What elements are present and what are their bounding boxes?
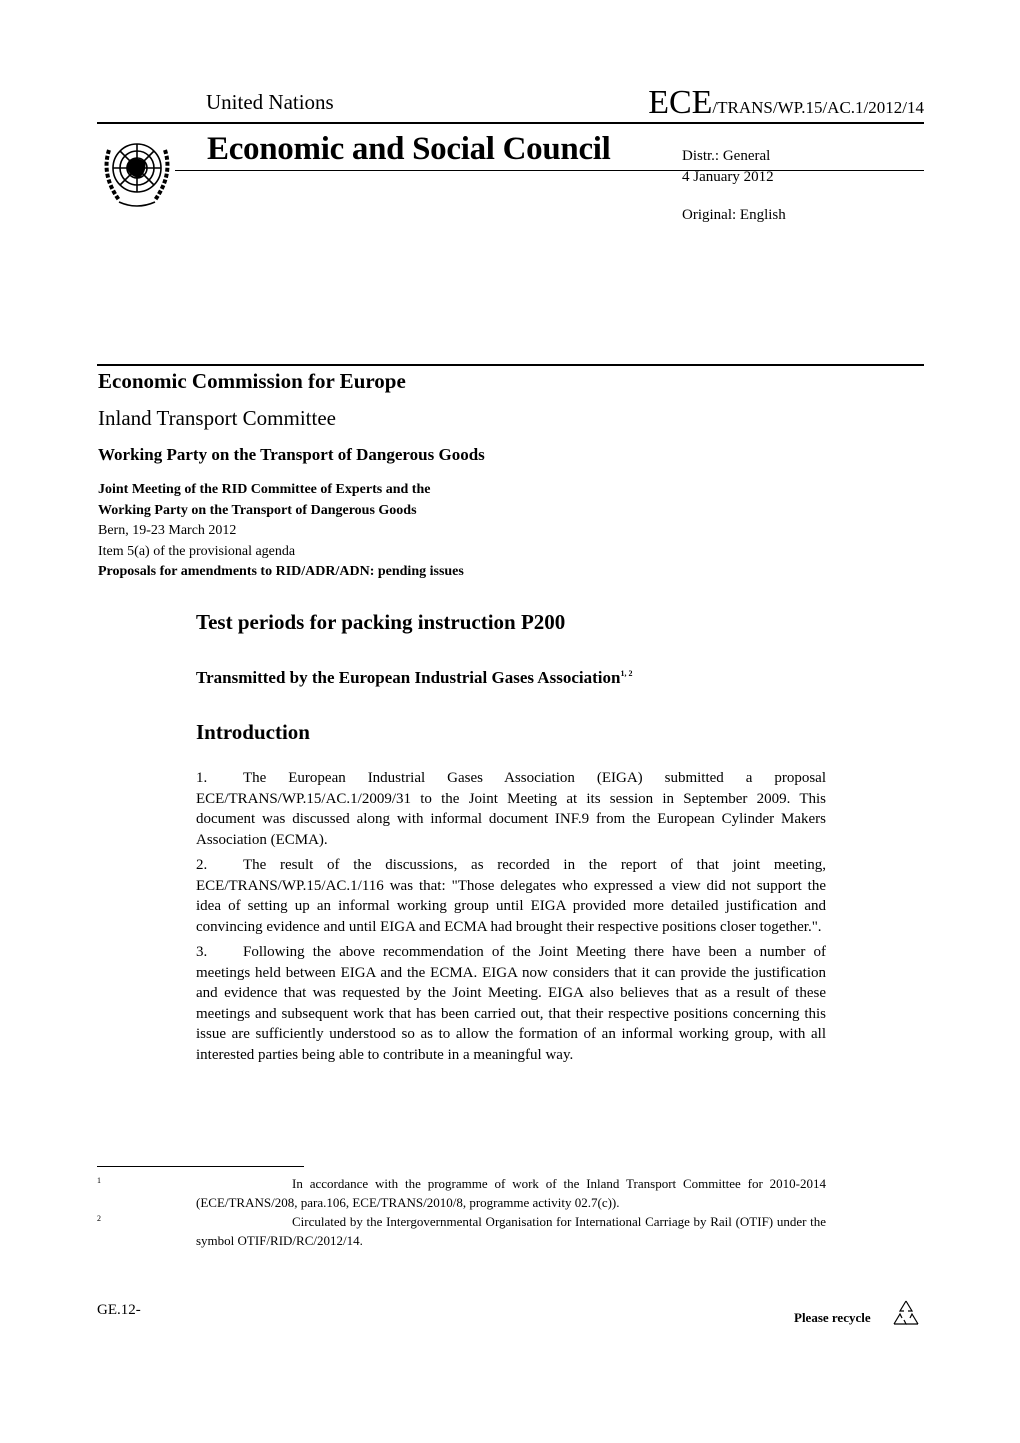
- committee-heading: Inland Transport Committee: [98, 406, 336, 430]
- paragraph-number: 1.: [196, 770, 208, 786]
- meeting-info: [98, 480, 464, 583]
- footnote-mark: 2: [97, 1214, 101, 1223]
- agenda-title: Proposals for amendments to RID/ADR/ADN: pending issues: [98, 564, 464, 579]
- paragraph-number: 3.: [196, 944, 208, 960]
- paragraph: [196, 942, 826, 1065]
- footnote-rule: [97, 1166, 304, 1167]
- paragraph-number: 2.: [196, 857, 208, 873]
- document-symbol: [648, 84, 924, 122]
- transmitted-text: Transmitted by the European Industrial Gases Association: [196, 668, 621, 687]
- recycle-icon: [890, 1298, 922, 1330]
- body-text: [196, 768, 826, 1070]
- introduction-heading: Introduction: [196, 720, 310, 744]
- paragraph-text: Following the above recommendation of the Joint Meeting there have been a number of meetings held between EIGA and the ECMA. EIGA now considers that it can provide the justification and evidence that was requested by the Joint Meeting. EIGA also believes that as a result of these meetings and subsequent work that has been carried out, that their respective positions concerning this issue are sufficiently understood so as to allow the formation of an informal working group, with all interested parties being able to contribute in a meaningful way.: [196, 944, 826, 1063]
- joint-meeting-line-2: Working Party on the Transport of Dangerous Goods: [98, 502, 417, 518]
- agenda-item: Item 5(a) of the provisional agenda: [98, 543, 296, 559]
- document-title: Test periods for packing instruction P200: [196, 610, 566, 634]
- footnote-ref: 1, 2: [620, 669, 633, 678]
- footnote: [97, 1174, 826, 1212]
- document-date: 4 January 2012: [682, 169, 774, 185]
- distribution: Distr.: General: [682, 148, 771, 164]
- place-date: Bern, 19-23 March 2012: [98, 523, 237, 538]
- recycle-label: Please recycle: [794, 1310, 871, 1325]
- un-emblem-icon: [99, 130, 175, 212]
- distribution-block: [682, 146, 774, 188]
- footnote: [97, 1212, 826, 1250]
- job-number: GE.12-: [97, 1302, 141, 1318]
- transmitted-by: [196, 668, 632, 688]
- footnote-mark: 1: [97, 1176, 101, 1185]
- symbol-rest: /TRANS/WP.15/AC.1/2012/14: [712, 98, 924, 117]
- footnotes: [97, 1174, 826, 1250]
- council-title: Economic and Social Council: [207, 131, 611, 167]
- working-party-heading: Working Party on the Transport of Dangerous Goods: [98, 445, 485, 464]
- header-rule: [97, 122, 924, 124]
- paragraph-text: The European Industrial Gases Association (EIGA) submitted a proposal ECE/TRANS/WP.15/AC.1/2009/31 to the Joint Meeting at its session in September 2009. This document was discussed along with informal document INF.9 from the European Cylinder Makers Association (ECMA).: [196, 770, 826, 848]
- paragraph: [196, 855, 826, 937]
- footnote-text: In accordance with the programme of work of the Inland Transport Committee for 2010-2014 (ECE/TRANS/208, para.106, ECE/TRANS/2010/8, programme activity 02.7(c)).: [196, 1176, 826, 1210]
- original-language: Original: English: [682, 207, 786, 223]
- symbol-prefix: ECE: [648, 84, 713, 121]
- commission-heading: Economic Commission for Europe: [98, 369, 406, 393]
- joint-meeting-line-1: Joint Meeting of the RID Committee of Experts and the: [98, 482, 431, 497]
- section-rule: [97, 364, 924, 366]
- paragraph: [196, 768, 826, 850]
- council-rule: [175, 170, 924, 171]
- footnote-text: Circulated by the Intergovernmental Organisation for International Carriage by Rail (OTIF) under the symbol OTIF/RID/RC/2012/14.: [196, 1214, 826, 1248]
- organization-name: United Nations: [206, 90, 334, 114]
- paragraph-text: The result of the discussions, as recorded in the report of that joint meeting, ECE/TRANS/WP.15/AC.1/116 was that: "Those delegates who expressed a view did not support the idea of setting up an informal working group until EIGA provided more detailed justification and convincing evidence and until EIGA and ECMA had brought their respective positions closer together.".: [196, 857, 826, 935]
